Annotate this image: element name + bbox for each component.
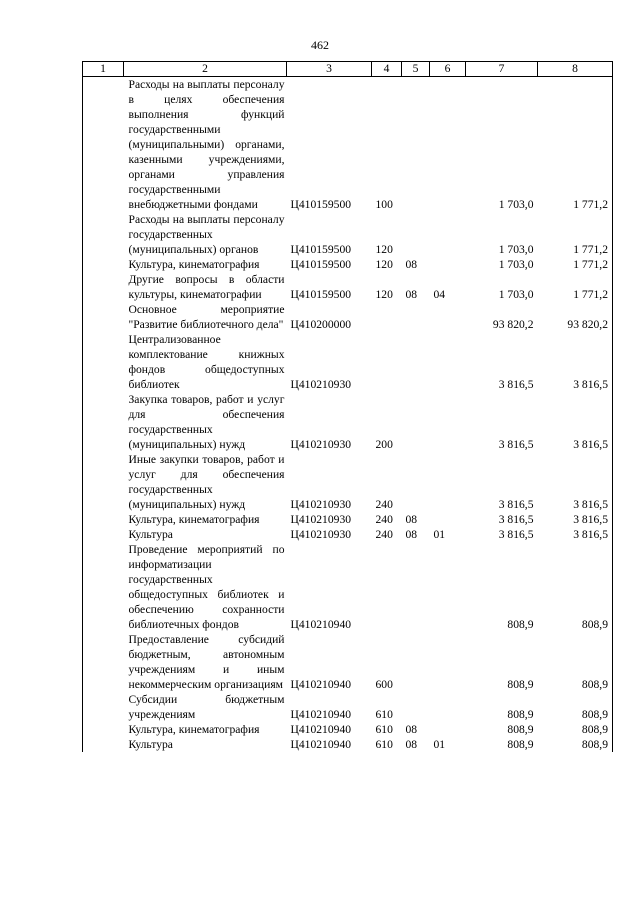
cell-subsection xyxy=(430,452,466,512)
cell-expense-type: 600 xyxy=(375,678,393,691)
cell-amount-col7: 3 816,5 xyxy=(498,498,534,511)
cell-amount-col7: 1 703,0 xyxy=(498,243,534,256)
cell-target-article: Ц410210930 xyxy=(290,378,352,391)
table-row xyxy=(83,632,613,692)
table-row xyxy=(83,332,613,392)
cell-target-article: Ц410210940 xyxy=(290,723,352,736)
cell-amount-col7: 3 816,5 xyxy=(498,438,534,451)
cell-amount-col7: 93 820,2 xyxy=(492,318,534,331)
cell-expense-type: 610 xyxy=(375,708,393,721)
cell-section xyxy=(402,302,430,332)
cell-section: 08 xyxy=(405,723,418,736)
table-row xyxy=(83,212,613,257)
cell-name: Расходы на выплаты персоналу в целях обеспечения выполнения функций государственными (муниципальными) органами, казенными учреждениями, органами управления государственными внебюджетными фондами xyxy=(128,78,285,211)
cell-name: Культура, кинематография xyxy=(128,513,260,526)
cell-subsection xyxy=(430,722,466,737)
cell-name: Проведение мероприятий по информатизации государственных общедоступных библиотек и обеспечению сохранности библиотечных фондов xyxy=(128,543,285,631)
cell-target-article: Ц410210940 xyxy=(290,708,352,721)
cell-index xyxy=(83,692,124,722)
header-cell-7: 7 xyxy=(466,62,538,77)
cell-index xyxy=(83,452,124,512)
cell-amount-col8: 1 771,2 xyxy=(538,257,613,272)
table-row xyxy=(83,512,613,527)
cell-amount-col8: 3 816,5 xyxy=(538,332,613,392)
cell-index xyxy=(83,302,124,332)
table-row xyxy=(83,692,613,722)
cell-amount-col8: 1 771,2 xyxy=(538,272,613,302)
cell-amount-col7: 808,9 xyxy=(507,678,534,691)
cell-amount-col7: 3 816,5 xyxy=(498,513,534,526)
cell-target-article: Ц410210930 xyxy=(290,438,352,451)
cell-name: Культура xyxy=(128,528,173,541)
cell-expense-type xyxy=(372,542,402,632)
cell-subsection xyxy=(430,332,466,392)
cell-expense-type: 200 xyxy=(375,438,393,451)
cell-index xyxy=(83,512,124,527)
cell-amount-col8: 93 820,2 xyxy=(538,302,613,332)
cell-name: Централизованное комплектование книжных фондов общедоступных библиотек xyxy=(128,333,285,391)
cell-section: 08 xyxy=(405,528,418,541)
cell-index xyxy=(83,737,124,752)
cell-amount-col8: 3 816,5 xyxy=(538,452,613,512)
cell-subsection xyxy=(430,77,466,213)
cell-amount-col7: 1 703,0 xyxy=(498,288,534,301)
cell-subsection xyxy=(430,692,466,722)
cell-subsection: 01 xyxy=(433,738,446,751)
cell-expense-type: 120 xyxy=(375,258,393,271)
cell-subsection xyxy=(430,392,466,452)
cell-subsection xyxy=(430,302,466,332)
page-number: 462 xyxy=(311,38,329,52)
table-row xyxy=(83,737,613,752)
cell-target-article: Ц410159500 xyxy=(290,258,352,271)
cell-expense-type xyxy=(372,332,402,392)
header-cell-2: 2 xyxy=(124,62,287,77)
cell-expense-type: 120 xyxy=(375,288,393,301)
cell-index xyxy=(83,272,124,302)
cell-name: Субсидии бюджетным учреждениям xyxy=(128,693,285,721)
cell-section: 08 xyxy=(405,288,418,301)
budget-table xyxy=(82,61,613,752)
header-cell-3: 3 xyxy=(287,62,372,77)
cell-index xyxy=(83,392,124,452)
cell-amount-col7: 808,9 xyxy=(507,738,534,751)
cell-subsection: 01 xyxy=(433,528,446,541)
cell-target-article: Ц410210930 xyxy=(290,513,352,526)
cell-target-article: Ц410159500 xyxy=(290,288,352,301)
table-header xyxy=(83,62,613,77)
cell-expense-type: 610 xyxy=(375,723,393,736)
cell-expense-type: 240 xyxy=(375,513,393,526)
cell-section xyxy=(402,632,430,692)
table-row xyxy=(83,452,613,512)
cell-name: Культура, кинематография xyxy=(128,258,260,271)
cell-expense-type: 100 xyxy=(375,198,393,211)
cell-subsection xyxy=(430,512,466,527)
cell-amount-col7: 1 703,0 xyxy=(498,258,534,271)
cell-amount-col7: 808,9 xyxy=(507,723,534,736)
table-row xyxy=(83,392,613,452)
cell-amount-col8: 3 816,5 xyxy=(538,512,613,527)
cell-target-article: Ц410159500 xyxy=(290,243,352,256)
table-row xyxy=(83,257,613,272)
cell-expense-type: 240 xyxy=(375,528,393,541)
cell-name: Другие вопросы в области культуры, кинематографии xyxy=(128,273,285,301)
table-row xyxy=(83,722,613,737)
cell-index xyxy=(83,332,124,392)
cell-name: Основное мероприятие "Развитие библиотечного дела" xyxy=(128,303,285,331)
cell-section: 08 xyxy=(405,513,418,526)
cell-amount-col8: 808,9 xyxy=(538,692,613,722)
cell-subsection xyxy=(430,212,466,257)
header-row xyxy=(83,62,613,77)
cell-index xyxy=(83,632,124,692)
cell-target-article: Ц410210940 xyxy=(290,618,352,631)
table-row xyxy=(83,302,613,332)
cell-name: Культура xyxy=(128,738,173,751)
cell-amount-col7: 808,9 xyxy=(507,618,534,631)
cell-index xyxy=(83,212,124,257)
header-cell-4: 4 xyxy=(372,62,402,77)
cell-amount-col8: 808,9 xyxy=(538,722,613,737)
cell-section xyxy=(402,452,430,512)
cell-name: Расходы на выплаты персоналу государственных (муниципальных) органов xyxy=(128,213,285,256)
cell-section xyxy=(402,542,430,632)
cell-subsection xyxy=(430,632,466,692)
cell-subsection: 04 xyxy=(433,288,446,301)
cell-amount-col8: 808,9 xyxy=(538,632,613,692)
cell-name: Закупка товаров, работ и услуг для обеспечения государственных (муниципальных) нужд xyxy=(128,393,285,451)
header-cell-6: 6 xyxy=(430,62,466,77)
cell-index xyxy=(83,257,124,272)
cell-amount-col8: 3 816,5 xyxy=(538,392,613,452)
table-row xyxy=(83,527,613,542)
table-row xyxy=(83,77,613,213)
cell-amount-col8: 1 771,2 xyxy=(538,212,613,257)
header-cell-5: 5 xyxy=(402,62,430,77)
cell-expense-type xyxy=(372,302,402,332)
cell-target-article: Ц410200000 xyxy=(290,318,352,331)
cell-target-article: Ц410210940 xyxy=(290,738,352,751)
cell-expense-type: 120 xyxy=(375,243,393,256)
cell-amount-col8: 808,9 xyxy=(538,737,613,752)
cell-name: Культура, кинематография xyxy=(128,723,260,736)
cell-section xyxy=(402,212,430,257)
table-row xyxy=(83,542,613,632)
cell-index xyxy=(83,527,124,542)
cell-section xyxy=(402,392,430,452)
cell-index xyxy=(83,542,124,632)
cell-subsection xyxy=(430,257,466,272)
cell-section: 08 xyxy=(405,258,418,271)
cell-amount-col7: 1 703,0 xyxy=(498,198,534,211)
table-body xyxy=(83,77,613,753)
cell-amount-col7: 3 816,5 xyxy=(498,378,534,391)
cell-section xyxy=(402,77,430,213)
cell-amount-col7: 3 816,5 xyxy=(498,528,534,541)
cell-target-article: Ц410210930 xyxy=(290,528,352,541)
cell-amount-col8: 1 771,2 xyxy=(538,77,613,213)
cell-target-article: Ц410159500 xyxy=(290,198,352,211)
header-cell-8: 8 xyxy=(538,62,613,77)
cell-target-article: Ц410210930 xyxy=(290,498,352,511)
cell-index xyxy=(83,77,124,213)
cell-amount-col8: 808,9 xyxy=(538,542,613,632)
cell-name: Предоставление субсидий бюджетным, автономным учреждениям и иным некоммерческим организациям xyxy=(128,633,285,691)
cell-expense-type: 610 xyxy=(375,738,393,751)
cell-section xyxy=(402,692,430,722)
table-row xyxy=(83,272,613,302)
cell-expense-type: 240 xyxy=(375,498,393,511)
cell-amount-col8: 3 816,5 xyxy=(538,527,613,542)
cell-amount-col7: 808,9 xyxy=(507,708,534,721)
header-cell-1: 1 xyxy=(83,62,124,77)
cell-target-article: Ц410210940 xyxy=(290,678,352,691)
cell-section: 08 xyxy=(405,738,418,751)
cell-section xyxy=(402,332,430,392)
cell-name: Иные закупки товаров, работ и услуг для обеспечения государственных (муниципальных) нужд xyxy=(128,453,285,511)
cell-subsection xyxy=(430,542,466,632)
cell-index xyxy=(83,722,124,737)
